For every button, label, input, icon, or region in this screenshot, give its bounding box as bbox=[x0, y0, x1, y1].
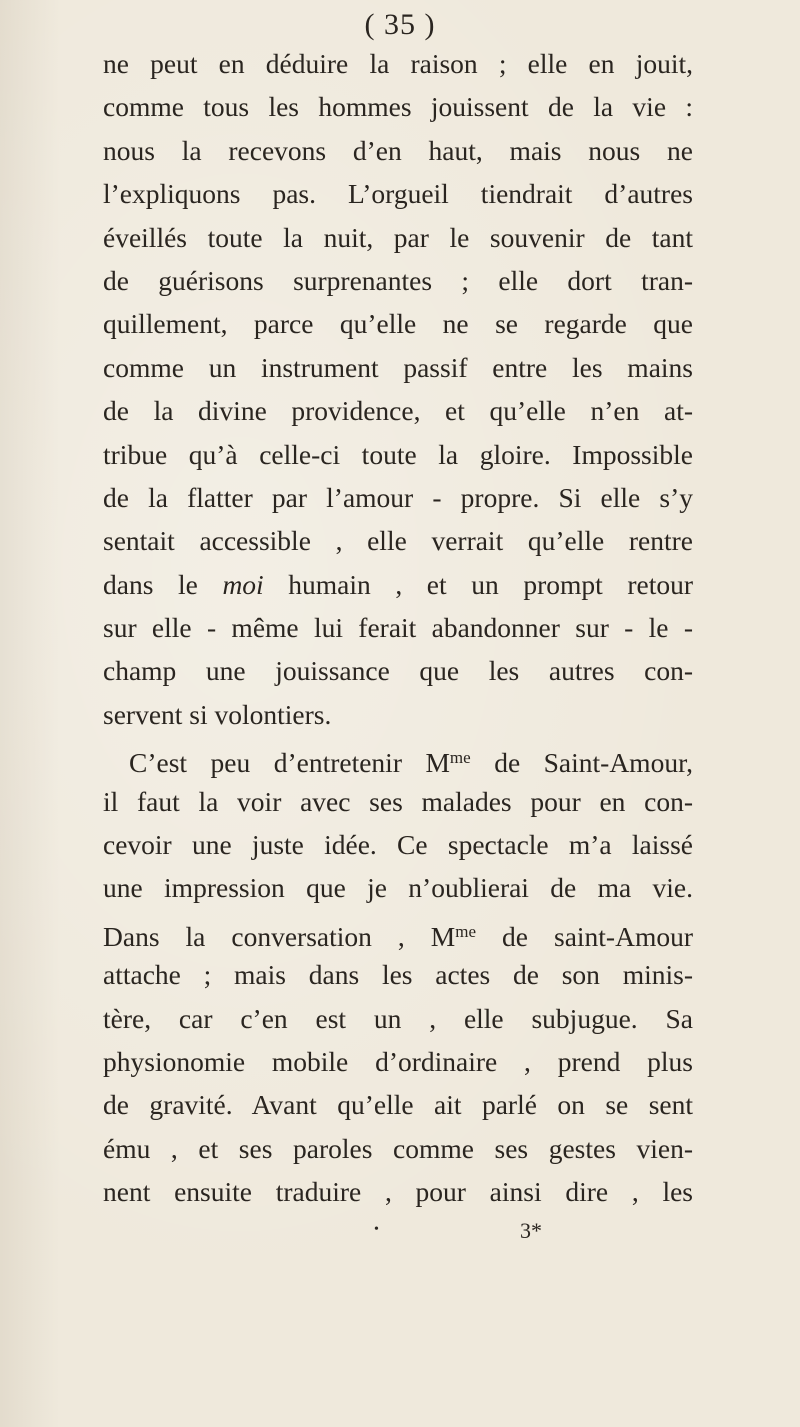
text-line-17: C’est peu d’entretenir $M^{me}$ de Saint-Amour, bbox=[129, 747, 693, 779]
text-line-21: Dans la conversation , $M^{me}$ de saint-Amour bbox=[103, 920, 693, 952]
text-line-7: quillement, parce qu’elle ne se regarde que bbox=[103, 308, 693, 340]
text-line-13: dans le moi humain , et un prompt retour bbox=[103, 568, 694, 600]
text-line-16: servent si volontiers. bbox=[103, 698, 332, 730]
text-line-15: champ une jouissance que les autres con- bbox=[103, 655, 693, 687]
text-line-22: attache ; mais dans les actes de son minis- bbox=[103, 959, 693, 991]
text-line-14: sur elle - même lui ferait abandonner sur - le - bbox=[103, 612, 693, 644]
text-line-24: physionomie mobile d’ordinaire , prend plus bbox=[103, 1045, 693, 1077]
text-line-25: de gravité. Avant qu’elle ait parlé on se sent bbox=[103, 1089, 693, 1121]
text-line-9: de la divine providence, et qu’elle n’en at- bbox=[103, 395, 693, 427]
text-line-6: de guérisons surprenantes ; elle dort tran- bbox=[103, 264, 693, 296]
text-line-19: cevoir une juste idée. Ce spectacle m’a laissé bbox=[103, 829, 693, 861]
text-line-20: une impression que je n’oublierai de ma vie. bbox=[103, 872, 693, 904]
body-text bbox=[103, 18, 693, 1214]
text-line-8: comme un instrument passif entre les mains bbox=[103, 351, 693, 383]
signature-dot: • bbox=[374, 1222, 379, 1237]
text-line-11: de la flatter par l’amour - propre. Si elle s’y bbox=[103, 481, 693, 513]
text-line-23: tère, car c’en est un , elle subjugue. Sa bbox=[103, 1002, 693, 1034]
text-line-27: nent ensuite traduire , pour ainsi dire , les bbox=[103, 1176, 693, 1208]
text-line-5: éveillés toute la nuit, par le souvenir de tant bbox=[103, 221, 693, 253]
text-line-18: il faut la voir avec ses malades pour en con- bbox=[103, 785, 693, 817]
text-line-4: l’expliquons pas. L’orgueil tiendrait d’autres bbox=[103, 178, 693, 210]
text-line-26: ému , et ses paroles comme ses gestes vien- bbox=[103, 1132, 693, 1164]
text-line-1: ne peut en déduire la raison ; elle en jouit, bbox=[103, 48, 693, 79]
text-line-12: sentait accessible , elle verrait qu’elle rentre bbox=[103, 525, 693, 557]
text-line-3: nous la recevons d’en haut, mais nous ne bbox=[103, 134, 693, 166]
text-line-10: tribue qu’à celle-ci toute la gloire. Impossible bbox=[103, 438, 693, 470]
text-line-2: comme tous les hommes jouissent de la vie : bbox=[103, 91, 693, 123]
page-number: ( 35 ) bbox=[364, 8, 436, 41]
signature-mark: 3* bbox=[520, 1218, 542, 1243]
